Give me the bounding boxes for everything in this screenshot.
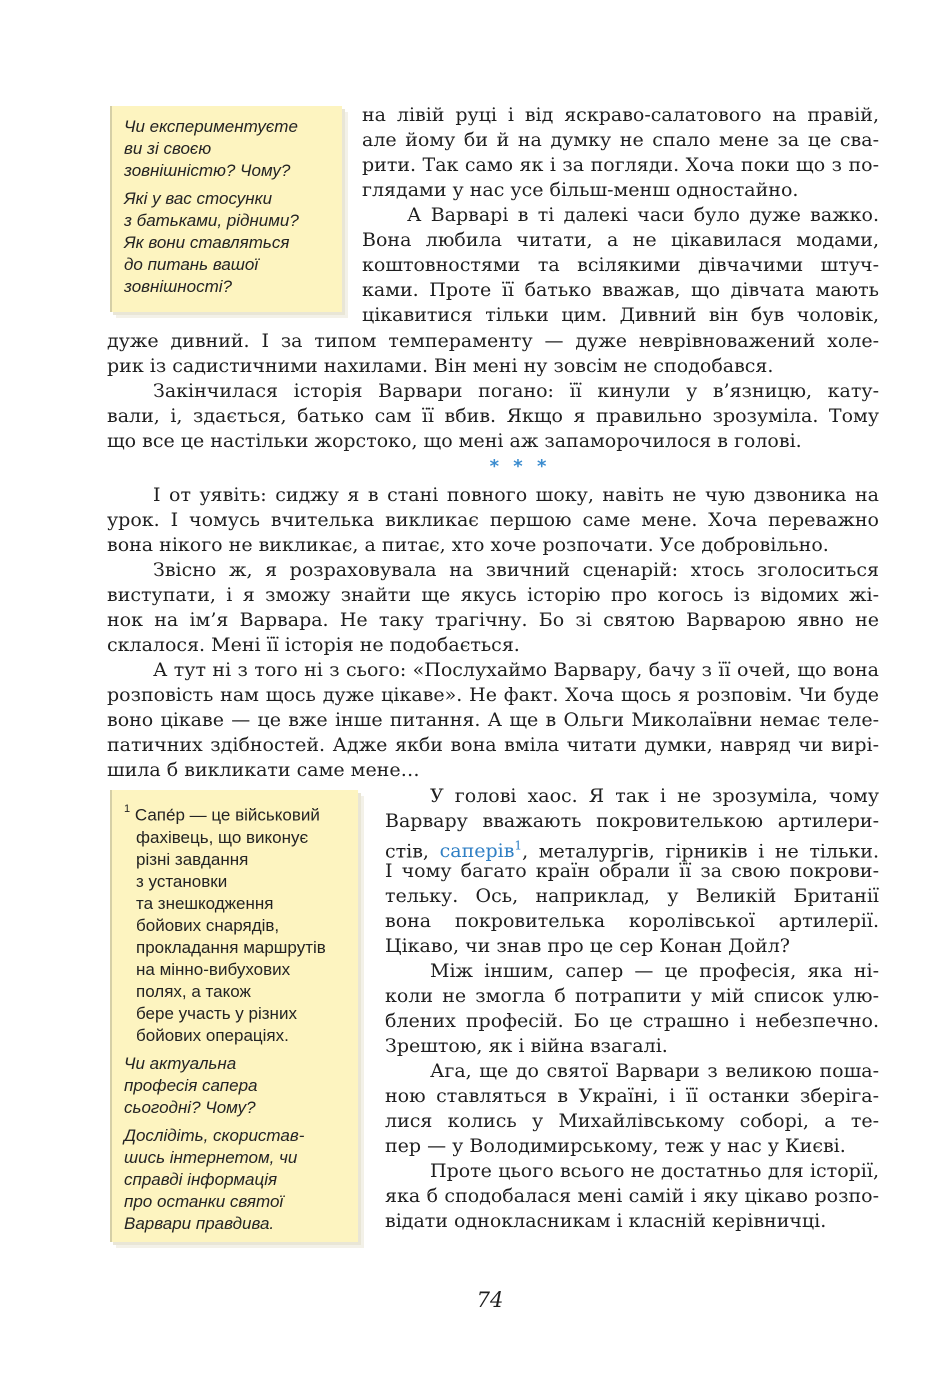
text-line: відати однокласникам і класній керівничці. [385, 1210, 827, 1232]
text-line: воно цікаве — це вже інше питання. А ще в Ольги Миколаївни немає теле- [107, 709, 879, 731]
text-line: тельку. Ось, наприклад, у Великій Британії [385, 885, 879, 907]
text-line: до питань вашої [124, 255, 259, 274]
text-line: Цікаво, чи знав про це сер Конан Дойл? [385, 935, 790, 957]
text-line: зовнішністю? Чому? [124, 161, 291, 180]
text-line: Закінчилася історія Варвари погано: її кинули у в’язницю, кату- [153, 380, 879, 402]
text-line: Які у вас стосунки [124, 189, 273, 208]
page-number: 74 [476, 1288, 504, 1312]
text-line: дуже дивний. І за типом темпераменту — дуже неврівноважений холе- [107, 330, 879, 352]
text-line: з установки [136, 871, 228, 891]
text-line: Дослідіть, скористав- [124, 1125, 305, 1145]
text-line: бере участь у різних [136, 1003, 297, 1023]
text-line: Варвару вважають покровителькою артилери- [385, 810, 879, 832]
text-line: шись інтернетом, чи [124, 1147, 298, 1167]
text-line: вали, і, здається, батько сам її вбив. Якщо я правильно зрозуміла. Тому [107, 405, 879, 427]
text-line: ви зі своєю [124, 139, 212, 158]
text-line: полях, а також [136, 981, 251, 1001]
text-line: А Варварі в ті далекі часи було дуже важко. [407, 204, 879, 226]
text-line: що все це настільки жорстоко, що мені аж запаморочилося в голові. [107, 430, 802, 452]
text-line: вона покровителька королівської артилерії. [385, 910, 879, 932]
sidebar-questions-top [110, 106, 342, 312]
text-line: урок. І чомусь вчителька викликає першою саме мене. Хоча переважно [107, 509, 879, 531]
text-line: Між іншим, сапер — це професія, яка ні- [430, 960, 879, 982]
sidebar-footnote [110, 790, 358, 1242]
text-line: бойових операціях. [136, 1025, 289, 1045]
text-line: патичних здібностей. Адже якби вона вміла читати думки, навряд чи вирі- [107, 734, 879, 756]
text-line: яка б сподобалася мені самій і яку цікаво розпо- [385, 1185, 879, 1207]
text-line [124, 800, 350, 827]
text-line: Проте цього всього не достатньо для історії, [430, 1160, 879, 1182]
text-line: лися колись у Михайлівському соборі, а те- [385, 1110, 879, 1132]
text-line: склалося. Мені її історія не подобається. [107, 634, 520, 656]
text-line: з батьками, рідними? [124, 211, 299, 230]
text-line: Звісно ж, я розраховувала на звичний сценарій: хтось зголоситься [153, 559, 879, 581]
text-line: на мінно-вибухових [136, 959, 291, 979]
question-relations [124, 188, 334, 298]
text-line: блених професій. Бо це страшно і небезпечно. [385, 1010, 879, 1032]
question-appearance [124, 116, 334, 182]
text-fragment: стів, [385, 840, 429, 863]
text-line: прокладання маршрутів [136, 937, 326, 957]
footnote-term: Сапе́р [134, 805, 185, 825]
text-line: нок на ім’я Варвара. Не таку трагічну. Бо зі святою Варварою явно не [107, 609, 879, 631]
text-line: ною ставляться в Україні, і її останки зберіга- [385, 1085, 879, 1107]
text-line: але йому би й на думку не спало мене за це сва- [362, 129, 879, 151]
text-line: на лівій руці і від яскраво-салатового на правій, [362, 104, 879, 126]
link-text: саперів [439, 840, 515, 863]
text-line: та знешкодження [136, 893, 274, 913]
question-profession [124, 1053, 350, 1119]
text-line: вона нікого не викликає, а питає, хто хоче розпочати. Усе добровільно. [107, 534, 829, 556]
footnote-saper [124, 800, 350, 1047]
text-line: Вона любила читати, а не цікавилася модами, [362, 229, 879, 251]
text-line: рити. Так само як і за погляди. Хоча поки що з по- [362, 154, 879, 176]
text-line: бойових снарядів, [136, 915, 280, 935]
text-line: професія сапера [124, 1075, 258, 1095]
text-line: цікавитися тільки цим. Дивний він був чоловік, [362, 304, 879, 326]
text-line: А тут ні з того ні з сього: «Послухаймо Варвару, бачу з її очей, що вона [153, 659, 879, 681]
text-fragment: , металургів, гірників і не тільки. [522, 840, 880, 863]
text-line: зовнішності? [124, 277, 232, 296]
text-line: Зрештою, як і війна взагалі. [385, 1035, 668, 1057]
text-line: Як вони ставляться [124, 233, 290, 252]
text-line: різні завдання [136, 849, 249, 869]
text-line: пер — у Володимирському, теж у нас у Києві. [385, 1135, 846, 1157]
question-research [124, 1125, 350, 1235]
text-line: шила б викликати саме мене… [107, 759, 420, 781]
text-line: У голові хаос. Я так і не зрозуміла, чому [430, 785, 879, 807]
text-line: Варвари правдива. [124, 1213, 275, 1233]
text-line: справді інформація [124, 1169, 278, 1189]
text-line: — це військовий [189, 805, 320, 825]
text-line: Чи експериментуєте [124, 117, 298, 136]
text-line: розповість нам щось дуже цікаве». Не факт. Хоча щось я розповім. Чи буде [107, 684, 879, 706]
text-line: Чи актуальна [124, 1053, 237, 1073]
text-line: ками. Проте її батько вважав, що дівчата мають [362, 279, 879, 301]
footnote-ref: 1 [514, 839, 523, 853]
text-line: рик із садистичними нахилами. Він мені ну зовсім не сподобався. [107, 355, 774, 377]
text-line: сьогодні? Чому? [124, 1097, 256, 1117]
section-separator: * * * [489, 456, 551, 477]
text-line: коштовностями та всілякими дівчачими штуч- [362, 254, 879, 276]
text-line: фахівець, що виконує [136, 827, 309, 847]
text-line: глядами у нас усе більш-менш одностайно. [362, 179, 799, 201]
text-line: коли не змогла б потрапити у мій список улю- [385, 985, 879, 1007]
footnote-mark: 1 [124, 803, 131, 815]
text-line: виступати, і я зможу знайти ще якусь історію про когось із відомих жі- [107, 584, 879, 606]
text-line: І чому багато країн обрали її за свою покрови- [385, 860, 879, 882]
text-line: Ага, ще до святої Варвари з великою поша- [430, 1060, 879, 1082]
text-line: про останки святої [124, 1191, 284, 1211]
text-line: І от уявіть: сиджу я в стані повного шоку, навіть не чую дзвоника на [153, 484, 879, 506]
